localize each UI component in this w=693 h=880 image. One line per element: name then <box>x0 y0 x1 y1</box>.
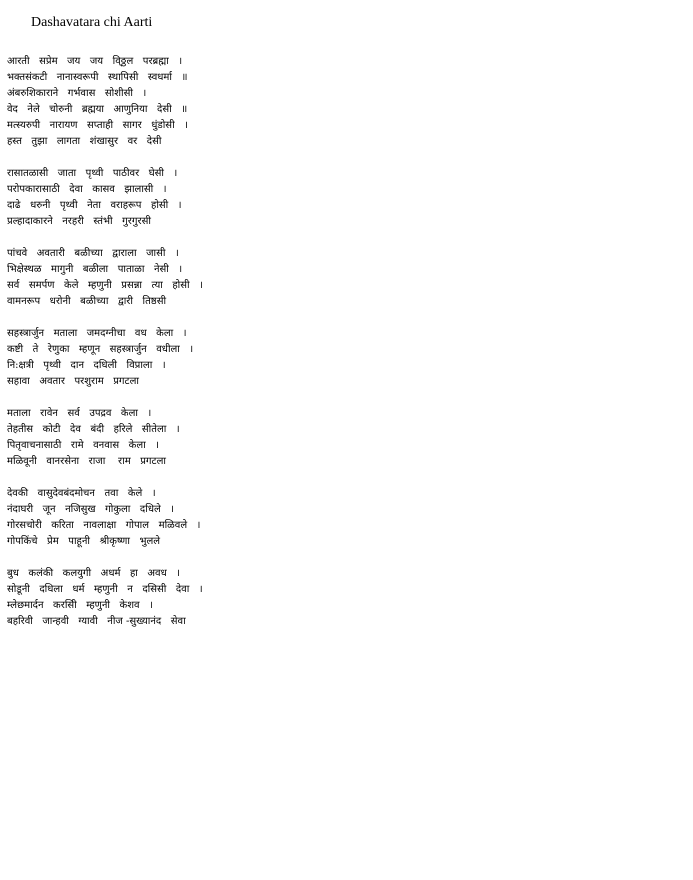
verse-line: भिक्षेस्थळ मागुनी बळीला पाताळा नेसी । <box>7 264 183 275</box>
verse-line: पितृवाचनासाठी रामे वनवास केला । <box>7 440 160 451</box>
verse-line: गोपकिंचे प्रेम पाहूनी श्रीकृष्णा भुलले <box>7 536 161 547</box>
document-title: Dashavatara chi Aarti <box>31 15 153 30</box>
verse-line: पांचवे अवतारी बळीच्या द्वाराला जासी । <box>7 248 179 259</box>
verse-line: प्रल्हादाकारने नरहरी स्तंभी गुरगुरसी <box>7 216 151 227</box>
stanza-5 <box>7 406 180 470</box>
verse-line: दाढे धरुनी पृथ्वी नेता वराहरूप होसी । <box>7 200 182 211</box>
verse-line: वेद नेले चोरुनी ब्रह्मया आणुनिया देसी ॥ <box>7 104 188 115</box>
verse-line: तेहतीस कोटी देव बंदी हरिले सीतेला । <box>7 424 180 435</box>
stanza-3 <box>7 246 203 310</box>
stanza-1 <box>7 54 188 150</box>
verse-line: वामनरूप धरोनी बळीच्या द्वारी तिष्ठसी <box>7 296 167 307</box>
stanza-6 <box>7 486 200 550</box>
verse-line: बुध कलंकी कलयुगी अधर्म हा अवध । <box>7 568 181 579</box>
verse-line: मळिवूनी वानरसेना राजा राम प्रगटला <box>7 456 166 467</box>
stanza-4 <box>7 326 193 390</box>
verse-line: नि:क्षत्री पृथ्वी दान दधिली विप्राला । <box>7 360 166 371</box>
verse-line: मत्स्यरुपी नारायण सप्ताही सागर धुंडोसी । <box>7 120 188 131</box>
verse-line: कष्टी ते रेणुका म्हणून सहस्त्रार्जुन वधीला । <box>7 344 194 355</box>
verse-line: रासातळासी जाता पृथ्वी पाठीवर घेसी । <box>7 168 178 179</box>
verse-line: आरती सप्रेम जय जय वि्ठ्ठल परब्रह्मा । <box>7 56 183 67</box>
verse-line: मताला रावेन सर्व उपद्रव केला । <box>7 408 152 419</box>
verse-line: बहरिवी जान्हवी ग्यावी नीज -सुख्यानंद सेवा <box>7 616 186 627</box>
verse-line: हस्त तुझा लागता शंखासुर वर देसी <box>7 136 162 147</box>
verse-line: सोडूनी दधिला धर्म म्हणुनी न दसिसी देवा । <box>7 584 203 595</box>
stanza-2 <box>7 166 182 230</box>
stanza-7 <box>7 566 203 630</box>
verse-line: नंदाघरी जून नजिसुख गोकुला दधिले । <box>7 504 175 515</box>
verse-line: देवकी वासुदेवबंदमोचन तवा केले । <box>7 488 156 499</box>
verse-line: सहस्त्रार्जुन मताला जमदग्नीचा वध केला । <box>7 328 187 339</box>
verse-line: म्लेछमार्दन करसिी म्हणुनी केशव । <box>7 600 153 611</box>
verse-line: अंबरुशिकाराने गर्भवास सोशीसी । <box>7 88 147 99</box>
verse-line: परोपकारासाठी देवा कासव झालासी । <box>7 184 167 195</box>
verse-line: सर्व समर्पण केले म्हणुनी प्रसन्ना त्या होसी । <box>7 280 203 291</box>
verse-line: गोरसचोरी करिता नावलाक्षा गोपाल मळिवले । <box>7 520 201 531</box>
verse-line: सहावा अवतार परशुराम प्रगटला <box>7 376 139 387</box>
verse-line: भक्तसंकटी नानास्वरूपी स्थापिसी स्वधर्मा ॥ <box>7 72 188 83</box>
